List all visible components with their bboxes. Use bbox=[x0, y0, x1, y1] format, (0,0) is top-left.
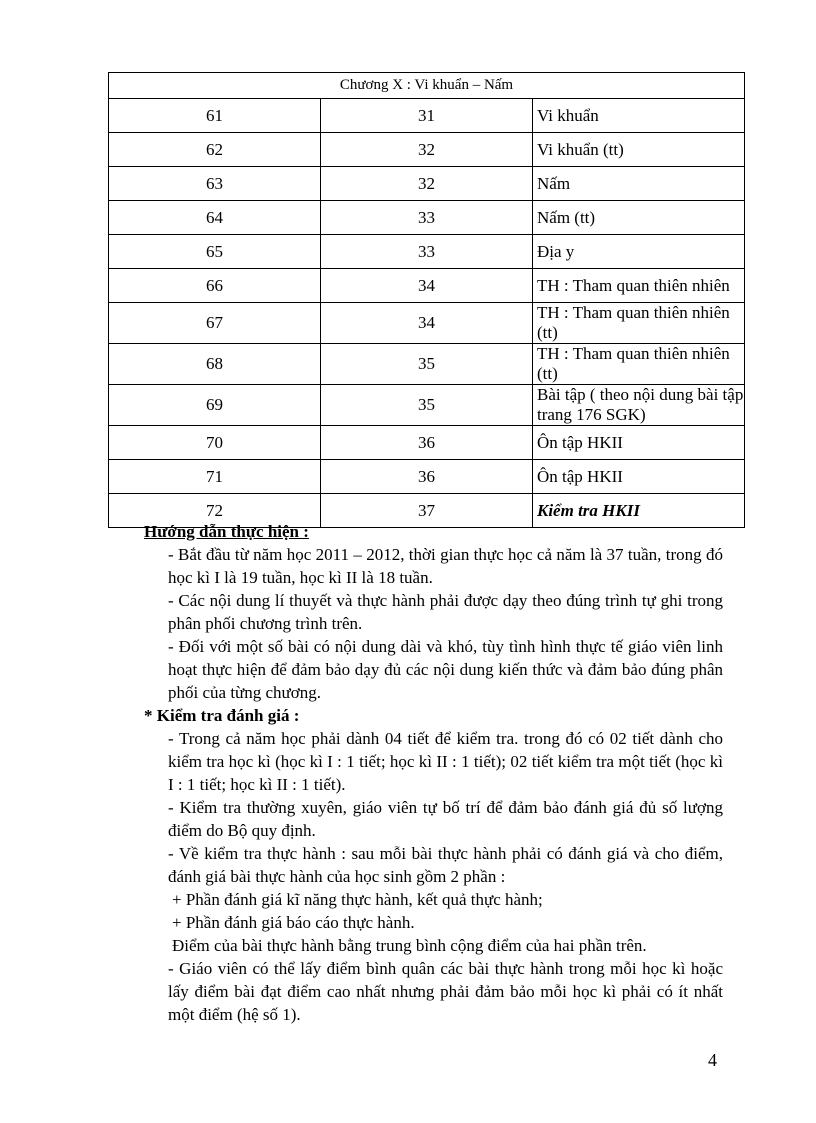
lesson-title: Vi khuẩn (tt) bbox=[533, 133, 745, 167]
table-row bbox=[109, 269, 745, 303]
notes-section bbox=[108, 520, 723, 1026]
guide-item-2: - Các nội dung lí thuyết và thực hành phải được dạy theo đúng trình tự ghi trong phân phối chương trình trên. bbox=[168, 591, 723, 633]
period-number: 69 bbox=[109, 385, 321, 426]
period-number: 64 bbox=[109, 201, 321, 235]
week-number: 36 bbox=[321, 460, 533, 494]
table-row bbox=[109, 344, 745, 385]
table-row bbox=[109, 460, 745, 494]
page-number: 4 bbox=[708, 1050, 717, 1070]
week-number: 33 bbox=[321, 235, 533, 269]
week-number: 33 bbox=[321, 201, 533, 235]
week-number: 32 bbox=[321, 133, 533, 167]
curriculum-table bbox=[108, 72, 745, 528]
lesson-title: Kiểm tra HKII bbox=[533, 494, 745, 528]
lesson-title: TH : Tham quan thiên nhiên bbox=[533, 269, 745, 303]
chapter-header-row bbox=[109, 73, 745, 99]
period-number: 68 bbox=[109, 344, 321, 385]
lesson-title: Vi khuẩn bbox=[533, 99, 745, 133]
lesson-title: Nấm (tt) bbox=[533, 201, 745, 235]
lesson-title: TH : Tham quan thiên nhiên (tt) bbox=[533, 303, 745, 344]
period-number: 61 bbox=[109, 99, 321, 133]
week-number: 31 bbox=[321, 99, 533, 133]
period-number: 63 bbox=[109, 167, 321, 201]
chapter-title: Chương X : Vi khuẩn – Nấm bbox=[109, 73, 745, 99]
week-number: 32 bbox=[321, 167, 533, 201]
guide-heading: Hướng dẫn thực hiện : bbox=[144, 522, 309, 541]
lesson-title: Nấm bbox=[533, 167, 745, 201]
lesson-title: Ôn tập HKII bbox=[533, 426, 745, 460]
table-row bbox=[109, 99, 745, 133]
evaluation-item-3: - Về kiểm tra thực hành : sau mỗi bài thực hành phải có đánh giá và cho điểm, đánh giá bài thực hành của học sinh gồm 2 phần : bbox=[168, 844, 723, 886]
lesson-title: Địa y bbox=[533, 235, 745, 269]
week-number: 36 bbox=[321, 426, 533, 460]
lesson-title: TH : Tham quan thiên nhiên (tt) bbox=[533, 344, 745, 385]
table-row bbox=[109, 385, 745, 426]
week-number: 34 bbox=[321, 303, 533, 344]
period-number: 67 bbox=[109, 303, 321, 344]
week-number: 35 bbox=[321, 344, 533, 385]
period-number: 71 bbox=[109, 460, 321, 494]
table-row bbox=[109, 167, 745, 201]
lesson-title: Ôn tập HKII bbox=[533, 460, 745, 494]
period-number: 72 bbox=[109, 494, 321, 528]
week-number: 37 bbox=[321, 494, 533, 528]
evaluation-sub-2: + Phần đánh giá báo cáo thực hành. bbox=[172, 913, 415, 932]
evaluation-sub-1: + Phần đánh giá kĩ năng thực hành, kết quả thực hành; bbox=[172, 890, 543, 909]
period-number: 70 bbox=[109, 426, 321, 460]
guide-item-1: - Bắt đầu từ năm học 2011 – 2012, thời gian thực học cả năm là 37 tuần, trong đó học kì I là 19 tuần, học kì II là 18 tuần. bbox=[168, 545, 723, 587]
evaluation-item-2: - Kiểm tra thường xuyên, giáo viên tự bố trí để đảm bảo đánh giá đủ số lượng điểm do Bộ quy định. bbox=[168, 798, 723, 840]
table-row bbox=[109, 201, 745, 235]
table-row bbox=[109, 235, 745, 269]
table-row bbox=[109, 303, 745, 344]
week-number: 35 bbox=[321, 385, 533, 426]
table-row bbox=[109, 133, 745, 167]
evaluation-item-4: - Giáo viên có thể lấy điểm bình quân các bài thực hành trong mỗi học kì hoặc lấy điểm bài đạt điểm cao nhất nhưng phải đảm bảo mỗi học kì phải có ít nhất một điểm (hệ số 1). bbox=[168, 959, 723, 1024]
evaluation-heading: * Kiểm tra đánh giá : bbox=[144, 706, 300, 725]
period-number: 65 bbox=[109, 235, 321, 269]
period-number: 62 bbox=[109, 133, 321, 167]
evaluation-item-1: - Trong cả năm học phải dành 04 tiết để kiểm tra. trong đó có 02 tiết dành cho kiểm tra học kì (học kì I : 1 tiết; học kì II : 1 tiết); 02 tiết kiểm tra một tiết (học kì I : 1 tiết; học kì II : 1 tiết). bbox=[168, 729, 723, 794]
lesson-title: Bài tập ( theo nội dung bài tập trang 176 SGK) bbox=[533, 385, 745, 426]
table-row bbox=[109, 426, 745, 460]
period-number: 66 bbox=[109, 269, 321, 303]
week-number: 34 bbox=[321, 269, 533, 303]
evaluation-score-line: Điểm của bài thực hành bằng trung bình cộng điểm của hai phần trên. bbox=[172, 936, 647, 955]
guide-item-3: - Đối với một số bài có nội dung dài và khó, tùy tình hình thực tế giáo viên linh hoạt thực hiện để đảm bảo dạy đủ các nội dung kiến thức và đảm bảo đúng phân phối của từng chương. bbox=[168, 637, 723, 702]
